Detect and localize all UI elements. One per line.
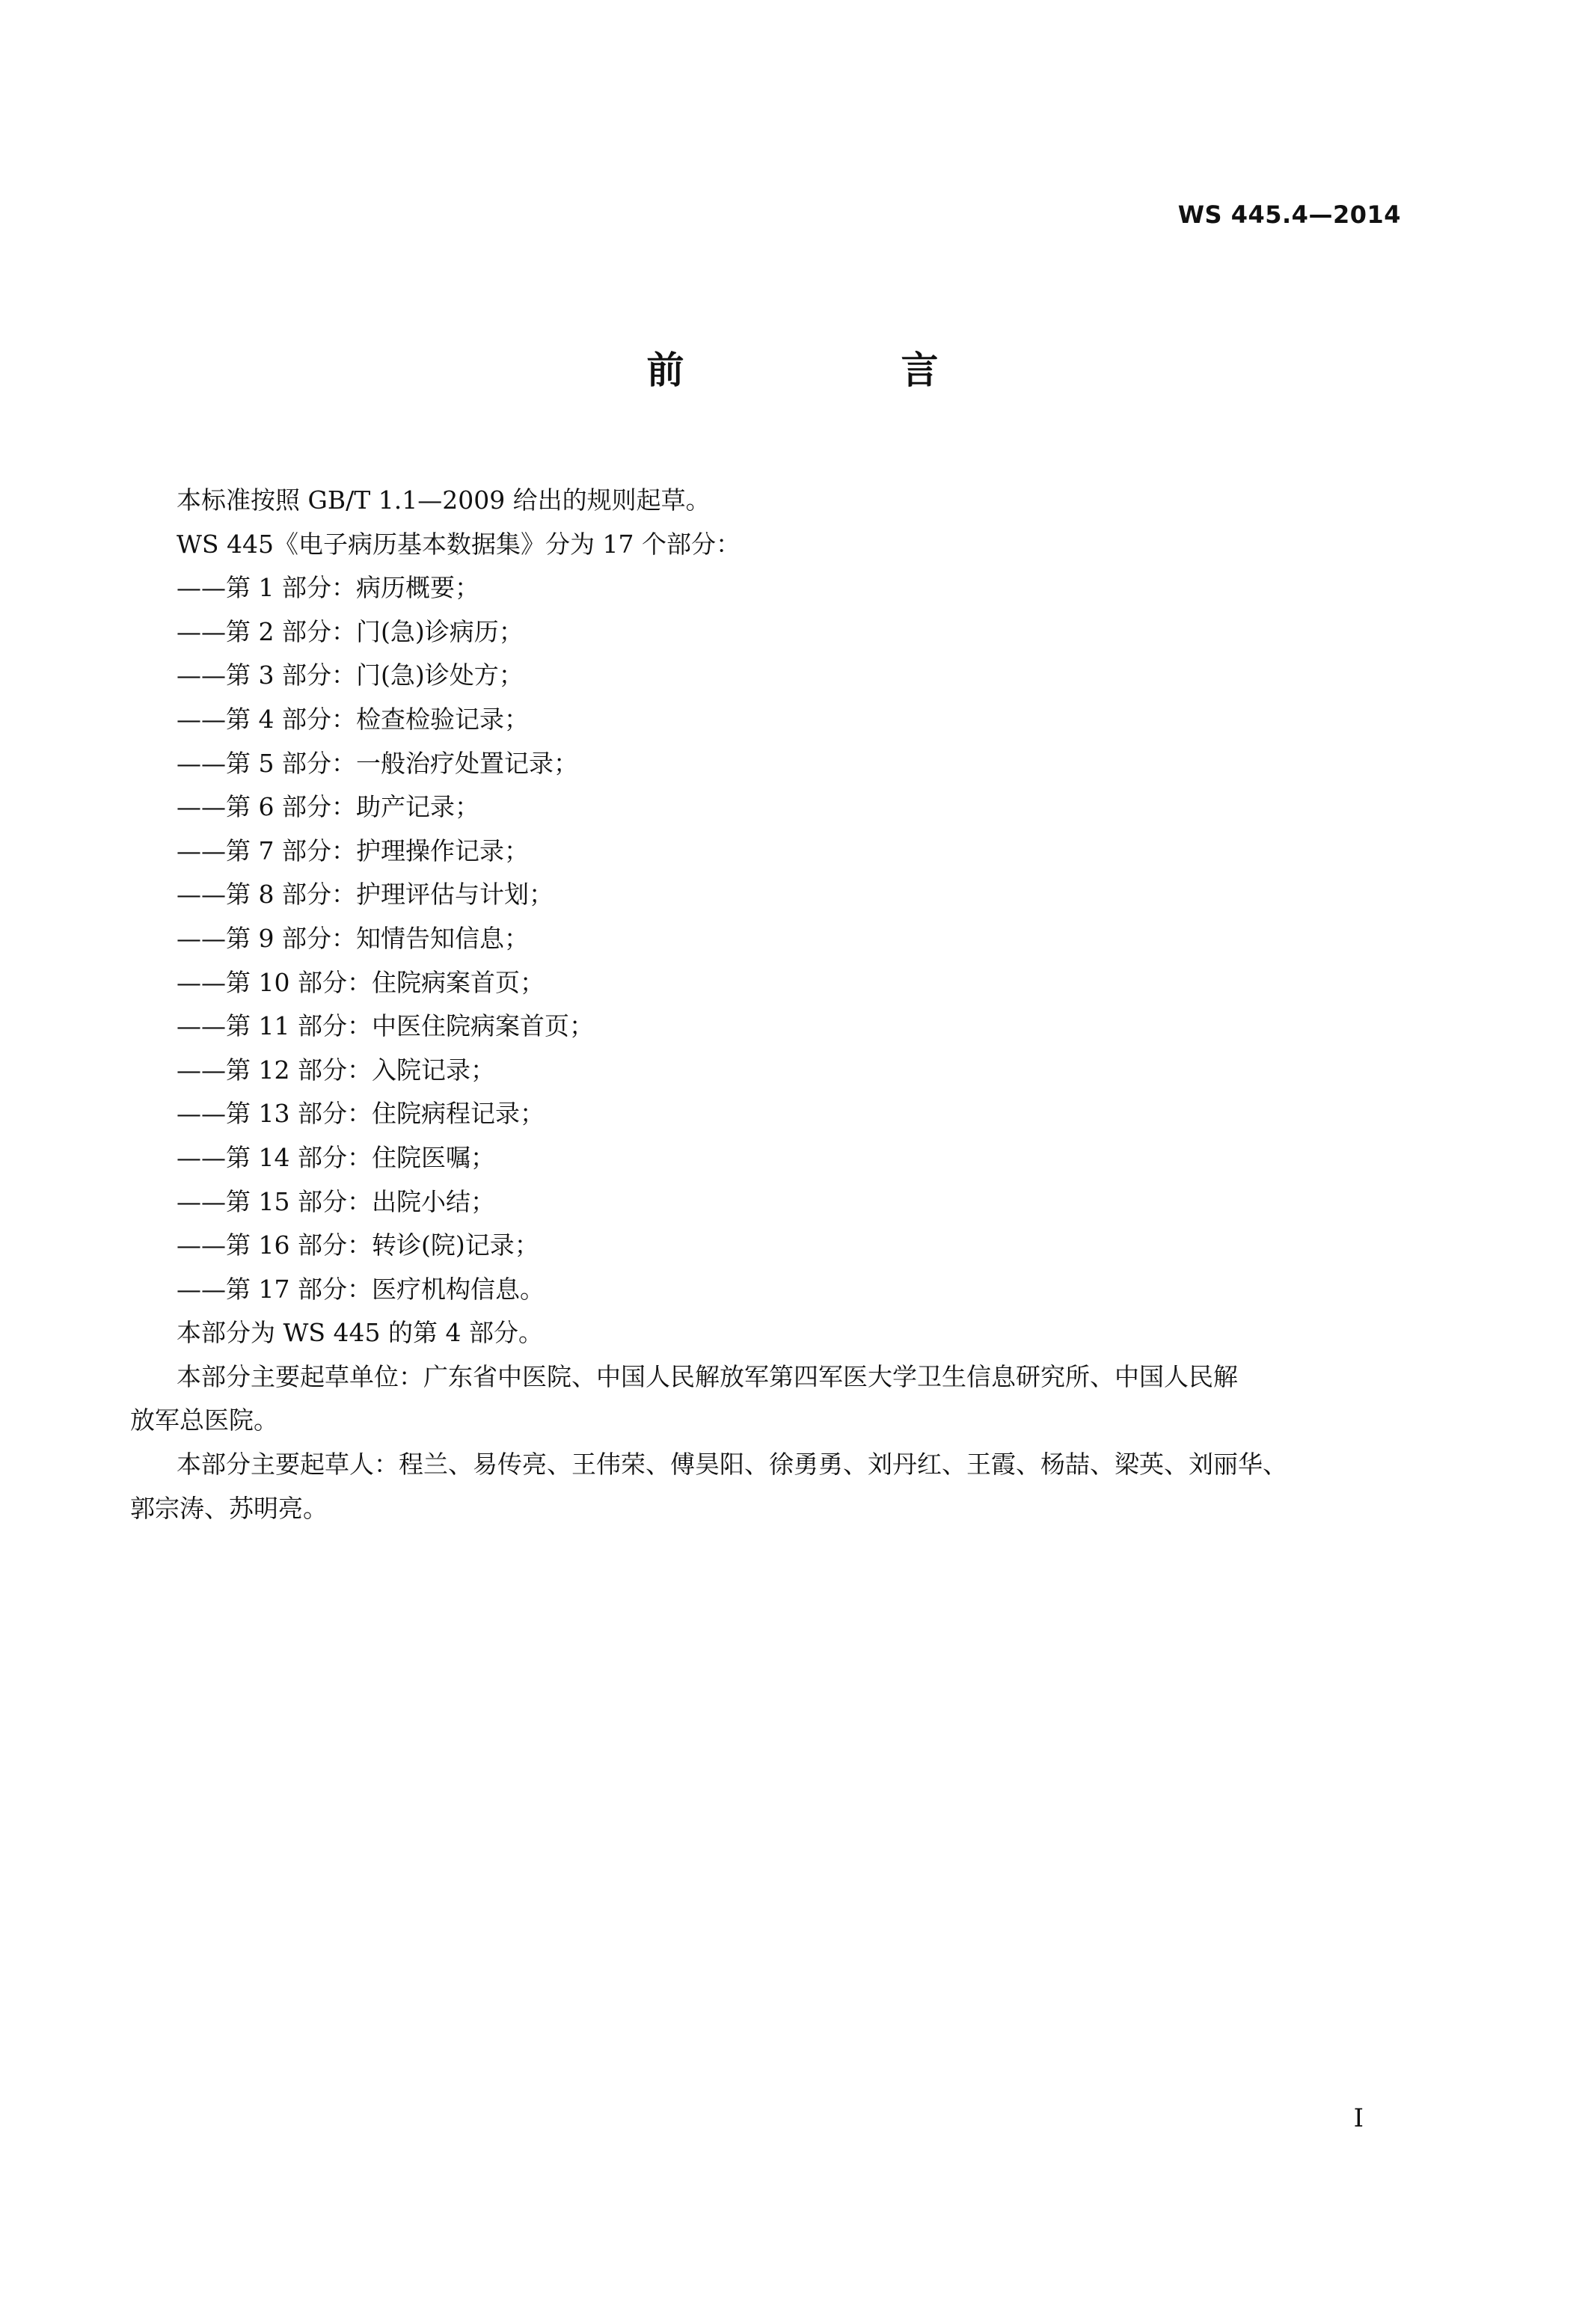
- part-item: ——第 4 部分：检查检验记录；: [177, 704, 529, 734]
- part-item: ——第 11 部分：中医住院病案首页；: [177, 1011, 594, 1041]
- paragraph-parts-intro: WS 445《电子病历基本数据集》分为 17 个部分：: [177, 529, 741, 559]
- part-item: ——第 5 部分：一般治疗处置记录；: [177, 748, 578, 778]
- part-item: ——第 17 部分：医疗机构信息。: [177, 1274, 545, 1304]
- part-item: ——第 15 部分：出院小结；: [177, 1186, 495, 1216]
- part-item: ——第 9 部分：知情告知信息；: [177, 923, 529, 953]
- part-item: ——第 13 部分：住院病程记录；: [177, 1099, 545, 1129]
- paragraph-drafting-units-line2: 放军总医院。: [130, 1405, 278, 1435]
- part-item: ——第 16 部分：转诊(院)记录；: [177, 1230, 539, 1260]
- part-item: ——第 2 部分：门(急)诊病历；: [177, 616, 524, 646]
- paragraph-drafters-line1: 本部分主要起草人：程兰、易传亮、王伟荣、傅昊阳、徐勇勇、刘丹红、王霞、杨喆、梁英、刘丽华、: [177, 1450, 1287, 1480]
- standard-code: WS 445.4—2014: [1177, 200, 1401, 229]
- part-item: ——第 6 部分：助产记录；: [177, 792, 479, 822]
- part-item: ——第 7 部分：护理操作记录；: [177, 836, 529, 865]
- part-item: ——第 3 部分：门(急)诊处方；: [177, 660, 524, 690]
- paragraph-drafting-units-line1: 本部分主要起草单位：广东省中医院、中国人民解放军第四军医大学卫生信息研究所、中国人民解: [177, 1361, 1238, 1391]
- part-item: ——第 12 部分：入院记录；: [177, 1055, 495, 1085]
- page-title: 前 言: [646, 349, 1028, 392]
- page-number: I: [1353, 2103, 1364, 2133]
- part-item: ——第 10 部分：住院病案首页；: [177, 967, 545, 997]
- part-item: ——第 8 部分：护理评估与计划；: [177, 880, 554, 910]
- paragraph-drafting-rules: 本标准按照 GB/T 1.1—2009 给出的规则起草。: [177, 485, 711, 515]
- paragraph-drafters-line2: 郭宗涛、苏明亮。: [130, 1493, 328, 1523]
- part-item: ——第 1 部分：病历概要；: [177, 573, 479, 603]
- part-item: ——第 14 部分：住院医嘱；: [177, 1142, 495, 1172]
- paragraph-this-part: 本部分为 WS 445 的第 4 部分。: [177, 1318, 543, 1348]
- foreword-body: [130, 479, 1411, 1530]
